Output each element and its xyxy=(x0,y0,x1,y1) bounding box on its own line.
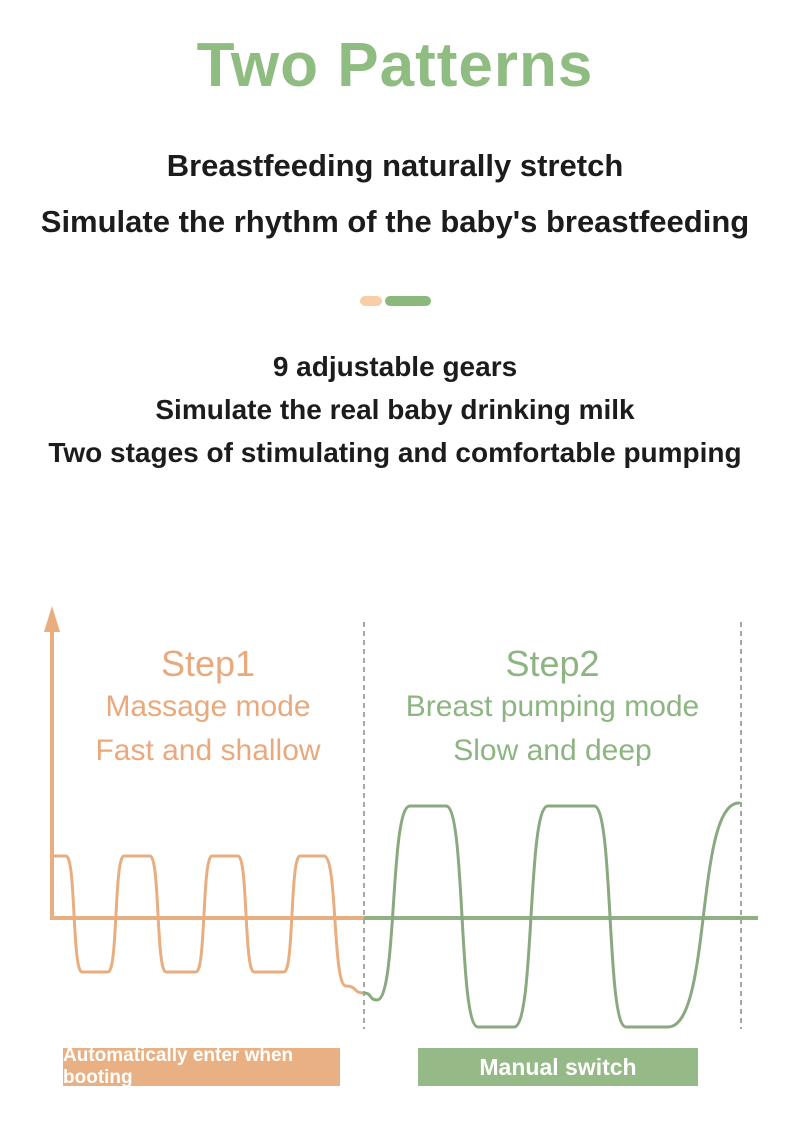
step1-footer-label: Automatically enter when booting xyxy=(63,1048,340,1086)
divider-orange-pill xyxy=(360,296,382,306)
pumping-wave-step2 xyxy=(364,803,739,1027)
step1-mode-label: Massage mode xyxy=(105,690,311,723)
step2-mode-label: Breast pumping mode xyxy=(405,690,700,723)
step2-footer-label: Manual switch xyxy=(418,1048,698,1086)
section-divider xyxy=(0,296,790,308)
step2-desc-label: Slow and deep xyxy=(453,734,652,767)
massage-wave-step1 xyxy=(53,856,364,993)
feature-line-1: 9 adjustable gears xyxy=(272,351,518,382)
feature-list xyxy=(0,345,790,474)
feature-line-3: Two stages of stimulating and comfortable pumping xyxy=(48,437,742,468)
page-title: Two Patterns xyxy=(196,31,594,100)
feature-line-2: Simulate the real baby drinking milk xyxy=(155,394,635,425)
step1-title: Step1 xyxy=(160,643,256,684)
subtitle-line-2: Simulate the rhythm of the baby's breastfeeding xyxy=(40,204,750,239)
step1-desc-label: Fast and shallow xyxy=(95,734,321,767)
y-axis-arrow-icon xyxy=(44,606,60,632)
step2-title: Step2 xyxy=(505,643,600,684)
subtitle-line-1: Breastfeeding naturally stretch xyxy=(166,148,624,183)
divider-green-pill xyxy=(385,296,431,306)
